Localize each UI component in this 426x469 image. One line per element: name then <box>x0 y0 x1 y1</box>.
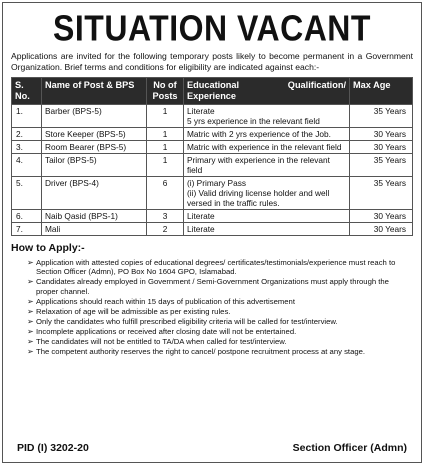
cell-post: Driver (BPS-4) <box>42 177 147 210</box>
header-post: Name of Post & BPS <box>42 78 147 105</box>
cell-age: 30 Years <box>350 210 413 223</box>
edu-line: Literate <box>187 211 215 221</box>
cell-sno: 2. <box>12 128 42 141</box>
arrow-bullet-icon: ➢ <box>27 326 34 336</box>
posts-table <box>11 77 413 236</box>
cell-age: 35 Years <box>350 177 413 210</box>
arrow-bullet-icon: ➢ <box>27 277 34 287</box>
cell-posts: 1 <box>147 154 184 177</box>
cell-sno: 1. <box>12 105 42 128</box>
arrow-bullet-icon: ➢ <box>27 296 34 306</box>
edu-line: Literate <box>187 224 215 234</box>
list-item: ➢ Applications should reach within 15 days of publication of this advertisement <box>27 296 295 306</box>
table-row <box>12 105 413 128</box>
footer <box>17 442 407 454</box>
cell-posts: 1 <box>147 128 184 141</box>
cell-sno: 5. <box>12 177 42 210</box>
arrow-bullet-icon: ➢ <box>27 306 34 316</box>
list-item: ➢ Only the candidates who fulfill prescribed eligibility criteria will be called for test/interview. <box>27 316 338 326</box>
arrow-bullet-icon: ➢ <box>27 346 34 356</box>
edu-line: Primary with experience in the relevant <box>187 155 330 165</box>
cell-age: 35 Years <box>350 105 413 128</box>
edu-line: 5 yrs experience in the relevant field <box>187 116 320 126</box>
cell-age: 35 Years <box>350 154 413 177</box>
header-education-line2: Experience <box>187 91 237 101</box>
cell-post: Naib Qasid (BPS-1) <box>42 210 147 223</box>
header-age: Max Age <box>350 78 413 105</box>
list-item: ➢ Application with attested copies of educational degrees/ certificates/testimonials/experience must reach to Section Officer (Admn), PO Box No 1604 GPO, Islamabad. <box>27 258 396 277</box>
instructions-list <box>11 258 413 356</box>
cell-education <box>184 105 350 128</box>
cell-sno: 3. <box>12 141 42 154</box>
edu-line: Matric with experience in the relevant field <box>187 142 342 152</box>
edu-line: Literate <box>187 106 215 116</box>
cell-age: 30 Years <box>350 141 413 154</box>
pid-number: PID (I) 3202-20 <box>17 442 89 454</box>
table-row <box>12 141 413 154</box>
arrow-bullet-icon: ➢ <box>27 258 34 267</box>
edu-line: Matric with 2 yrs experience of the Job. <box>187 129 331 139</box>
cell-post: Tailor (BPS-5) <box>42 154 147 177</box>
list-item: ➢ Incomplete applications or received after closing date will not be entertained. <box>27 326 297 336</box>
list-item: ➢ Relaxation of age will be admissible as per existing rules. <box>27 306 231 316</box>
arrow-bullet-icon: ➢ <box>27 316 34 326</box>
table-body <box>12 105 413 236</box>
cell-posts: 3 <box>147 210 184 223</box>
table-row <box>12 128 413 141</box>
page-title: SITUATION VACANT <box>53 7 371 49</box>
cell-post: Store Keeper (BPS-5) <box>42 128 147 141</box>
cell-education <box>184 128 350 141</box>
cell-post: Barber (BPS-5) <box>42 105 147 128</box>
header-sno: S. No. <box>12 78 42 105</box>
cell-sno: 7. <box>12 223 42 236</box>
edu-line: versed in the traffic rules. <box>187 198 280 208</box>
table-row <box>12 154 413 177</box>
cell-education <box>184 223 350 236</box>
cell-post: Room Bearer (BPS-5) <box>42 141 147 154</box>
edu-line: (i) Primary Pass <box>187 178 247 188</box>
list-item: ➢ Candidates already employed in Government / Semi-Government Organizations must apply through the proper channel. <box>27 277 389 296</box>
cell-age: 30 Years <box>350 128 413 141</box>
cell-sno: 4. <box>12 154 42 177</box>
how-to-apply-heading: How to Apply:- <box>11 242 85 254</box>
intro-text: Applications are invited for the following temporary posts likely to become permanent in a Government Organization. Brief terms and conditions for eligibility are indicated against each:- <box>11 51 413 72</box>
header-education-left: Educational <box>187 80 240 90</box>
cell-post: Mali <box>42 223 147 236</box>
cell-education <box>184 141 350 154</box>
cell-posts: 1 <box>147 105 184 128</box>
header-education <box>184 78 350 105</box>
signatory: Section Officer (Admn) <box>292 442 407 454</box>
list-item: ➢ The candidates will not be entitled to TA/DA when called for test/interview. <box>27 336 287 346</box>
cell-education <box>184 177 350 210</box>
header-education-right: Qualification/ <box>287 80 346 90</box>
cell-education <box>184 154 350 177</box>
edu-line: field <box>187 165 203 175</box>
table-row <box>12 210 413 223</box>
table-header-row <box>12 78 413 105</box>
cell-posts: 1 <box>147 141 184 154</box>
advertisement <box>2 2 422 463</box>
cell-education <box>184 210 350 223</box>
cell-posts: 2 <box>147 223 184 236</box>
table-row <box>12 223 413 236</box>
cell-age: 30 Years <box>350 223 413 236</box>
edu-line: (ii) Valid driving license holder and well <box>187 188 330 198</box>
list-item: ➢ The competent authority reserves the right to cancel/ postpone recruitment process at any stage. <box>27 346 366 356</box>
cell-sno: 6. <box>12 210 42 223</box>
table-row <box>12 177 413 210</box>
header-posts: No of Posts <box>147 78 184 105</box>
cell-posts: 6 <box>147 177 184 210</box>
arrow-bullet-icon: ➢ <box>27 336 34 346</box>
